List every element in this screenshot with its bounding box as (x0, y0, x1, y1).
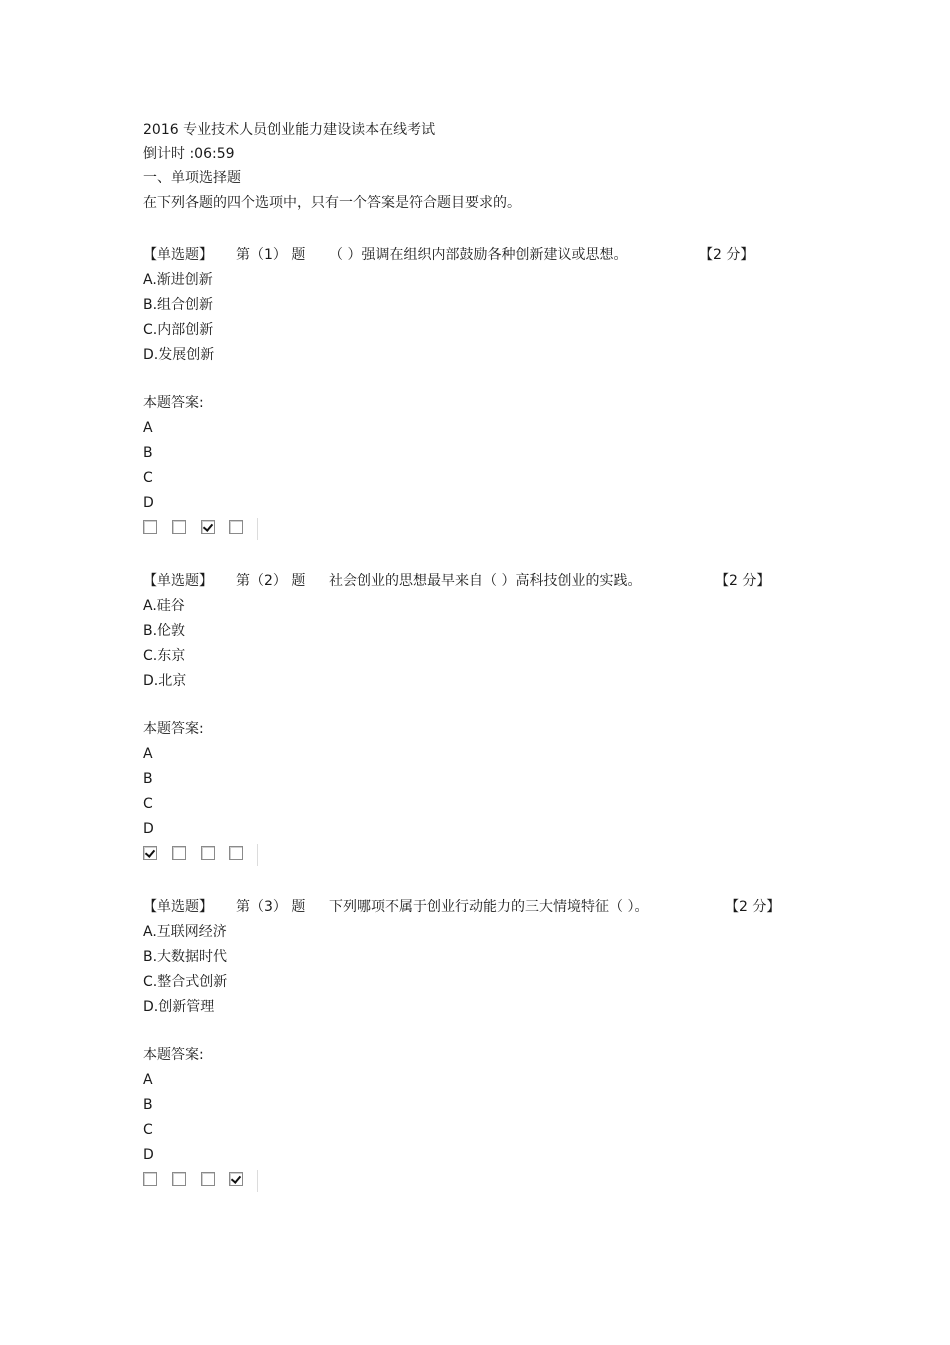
option-c: C.整合式创新 (143, 974, 228, 990)
answer-label: 本题答案: (143, 395, 204, 411)
question-header (143, 894, 843, 920)
question-header (143, 242, 843, 268)
question-number: 第（2） 题 (236, 573, 306, 589)
answer-letter-a: A (143, 420, 153, 436)
row-divider (257, 518, 258, 540)
question-score: 【2 分】 (715, 573, 771, 589)
question-text: 下列哪项不属于创业行动能力的三大情境特征（ ）。 (329, 899, 649, 915)
answer-checkbox-row (143, 844, 843, 866)
question-type: 【单选题】 (143, 899, 213, 915)
answer-letter-b: B (143, 445, 153, 461)
answer-letter-a: A (143, 746, 153, 762)
answer-letter-a: A (143, 1072, 153, 1088)
answer-checkbox-b[interactable] (172, 846, 186, 860)
question-score: 【2 分】 (699, 247, 755, 263)
option-d: D.创新管理 (143, 999, 215, 1015)
option-b: B.伦敦 (143, 623, 186, 639)
question-type: 【单选题】 (143, 573, 213, 589)
answer-checkbox-c[interactable] (201, 846, 215, 860)
answer-label: 本题答案: (143, 721, 204, 737)
option-c: C.内部创新 (143, 322, 214, 338)
answer-letter-d: D (143, 495, 154, 511)
countdown-timer: 倒计时 :06:59 (143, 146, 235, 162)
exam-header (143, 118, 843, 214)
answer-letter-c: C (143, 1122, 153, 1138)
answer-checkbox-b[interactable] (172, 1172, 186, 1186)
question-text: 社会创业的思想最早来自（ ）高科技创业的实践。 (329, 573, 642, 589)
question-2 (143, 568, 843, 866)
option-b: B.大数据时代 (143, 949, 228, 965)
answer-checkbox-row (143, 1170, 843, 1192)
row-divider (257, 844, 258, 866)
answer-checkbox-row (143, 518, 843, 540)
answer-letter-b: B (143, 771, 153, 787)
question-text: （ ）强调在组织内部鼓励各种创新建议或思想。 (329, 247, 628, 263)
answer-label: 本题答案: (143, 1047, 204, 1063)
option-a: A.硅谷 (143, 598, 185, 614)
answer-letter-c: C (143, 470, 153, 486)
answer-checkbox-b[interactable] (172, 520, 186, 534)
option-d: D.北京 (143, 673, 187, 689)
option-d: D.发展创新 (143, 347, 215, 363)
option-a: A.渐进创新 (143, 272, 213, 288)
option-c: C.东京 (143, 648, 186, 664)
answer-checkbox-a[interactable] (143, 520, 157, 534)
question-1 (143, 242, 843, 540)
option-b: B.组合创新 (143, 297, 214, 313)
answer-letter-c: C (143, 796, 153, 812)
answer-checkbox-c[interactable] (201, 1172, 215, 1186)
option-a: A.互联网经济 (143, 924, 227, 940)
question-number: 第（3） 题 (236, 899, 306, 915)
question-score: 【2 分】 (725, 899, 781, 915)
question-number: 第（1） 题 (236, 247, 306, 263)
question-type: 【单选题】 (143, 247, 213, 263)
answer-letter-b: B (143, 1097, 153, 1113)
answer-checkbox-a[interactable] (143, 1172, 157, 1186)
section-instruction: 在下列各题的四个选项中，只有一个答案是符合题目要求的。 (143, 195, 521, 211)
answer-checkbox-d[interactable] (229, 846, 243, 860)
exam-title: 2016 专业技术人员创业能力建设读本在线考试 (143, 122, 436, 138)
answer-checkbox-c[interactable] (201, 520, 215, 534)
question-header (143, 568, 843, 594)
answer-letter-d: D (143, 1147, 154, 1163)
answer-letter-d: D (143, 821, 154, 837)
answer-checkbox-d[interactable] (229, 520, 243, 534)
row-divider (257, 1170, 258, 1192)
section-heading: 一、单项选择题 (143, 170, 241, 186)
exam-page (143, 118, 843, 1192)
question-3 (143, 894, 843, 1192)
answer-checkbox-a[interactable] (143, 846, 157, 860)
answer-checkbox-d[interactable] (229, 1172, 243, 1186)
